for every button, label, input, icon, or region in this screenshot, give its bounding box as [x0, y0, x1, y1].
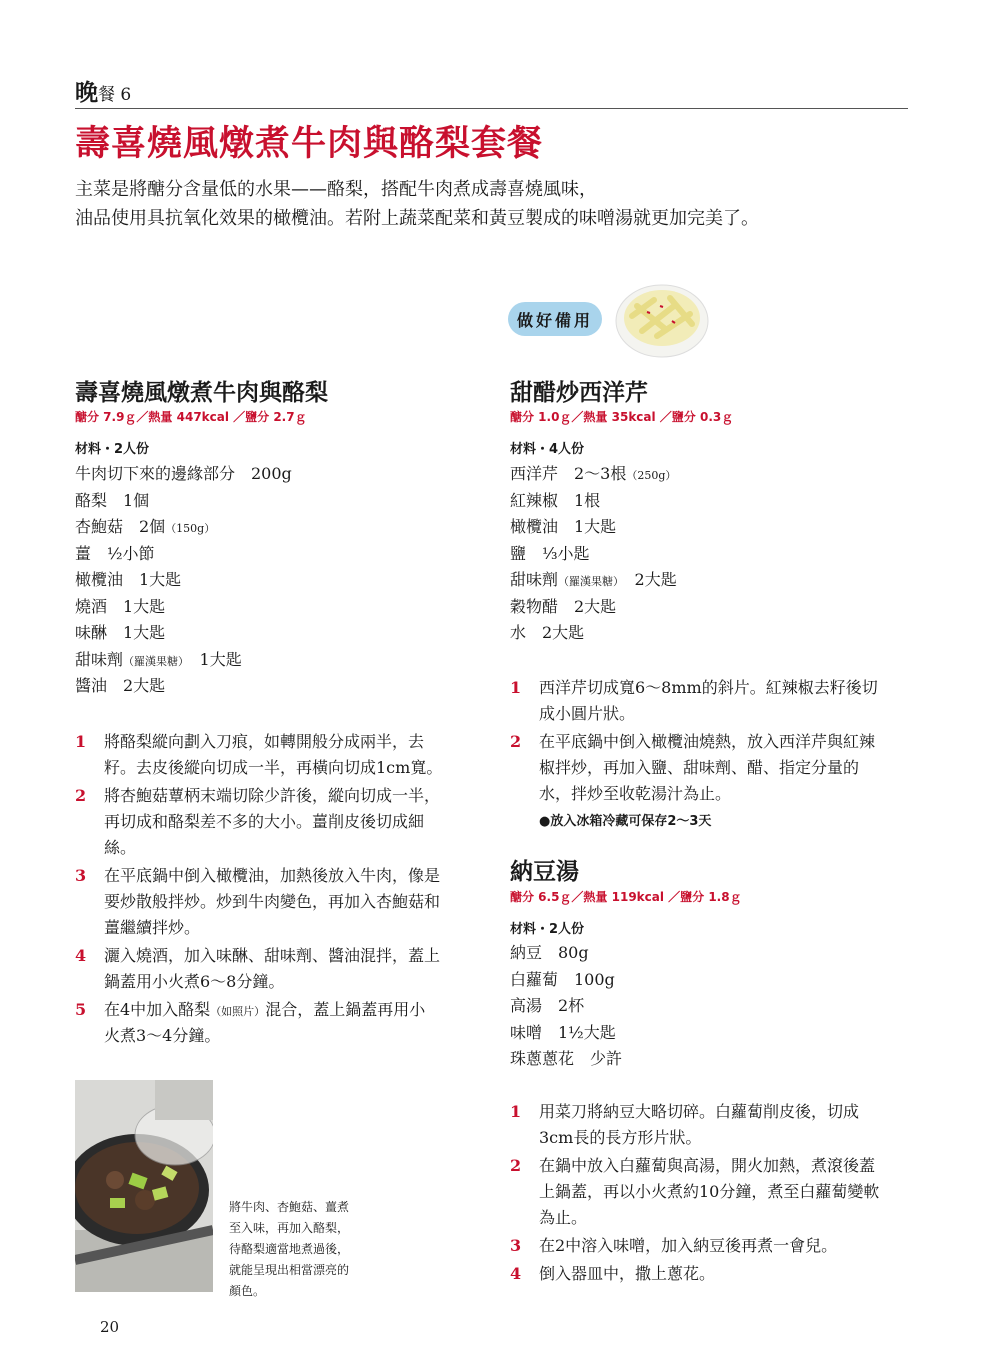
storage-memo: ●放入冰箱冷藏可保存2～3天: [539, 814, 712, 829]
ingredient: 味噌 1½大匙: [510, 1022, 616, 1042]
celery-materials-heading: 材料・4人份: [510, 442, 585, 457]
ingredient: 橄欖油 1大匙: [75, 570, 182, 589]
step: 1 將酪梨縱向劃入刀痕，如轉開般分成兩半，去 籽。去皮後縱向切成一半，再橫向切成1cm寬。: [75, 732, 443, 777]
natto-materials-heading: 材料・2人份: [510, 922, 585, 937]
left-materials-heading: 材料・2人份: [75, 442, 150, 457]
celery-dish-image: [612, 276, 712, 360]
step: 4 倒入器皿中，撒上蔥花。: [510, 1264, 716, 1283]
ingredient: 薑 ½小節: [75, 543, 155, 563]
left-recipe-title: 壽喜燒風燉煮牛肉與酪梨: [75, 380, 328, 406]
left-steps: [75, 729, 485, 1051]
chapter-header: [75, 74, 908, 109]
step: 4 灑入燒酒，加入味醂、甜味劑、醬油混拌，蓋上 鍋蓋用小火煮6～8分鐘。: [75, 946, 441, 991]
ingredient: 酪梨 1個: [75, 490, 150, 510]
cooking-photo: [75, 1080, 213, 1292]
ingredient: 紅辣椒 1根: [510, 490, 601, 510]
intro-line-2: 油品使用具抗氧化效果的橄欖油。若附上蔬菜配菜和黃豆製成的味噌湯就更加完美了。: [75, 208, 759, 229]
natto-ingredients: [510, 940, 622, 1073]
ingredient: 穀物醋 2大匙: [510, 596, 617, 616]
ingredient: 水 2大匙: [510, 623, 585, 642]
page-title: 壽喜燒風燉煮牛肉與酪梨套餐: [75, 123, 544, 164]
ingredient: 杏鮑菇 2個（150g）: [75, 517, 216, 536]
ingredient: 味醂 1大匙: [75, 623, 166, 642]
step: 3 在平底鍋中倒入橄欖油，加熱後放入牛肉，像是 要炒散般拌炒。炒到牛肉變色，再加入杏鮑菇和 薑繼續拌炒。: [75, 866, 441, 937]
chapter-number: 餐 6: [98, 85, 132, 105]
ingredient: 甜味劑（羅漢果糖） 2大匙: [510, 570, 677, 589]
photo-caption: 將牛肉、杏鮑菇、薑煮 至入味，再加入酪梨， 待酪梨適當地煮過後， 就能呈現出相當漂亮的 顏色。: [229, 1200, 350, 1298]
left-nutrition: 醣分 7.9ｇ／熱量 447kcal ／鹽分 2.7ｇ: [75, 410, 307, 424]
step: 2 在平底鍋中倒入橄欖油燒熱，放入西洋芹與紅辣 椒拌炒，再加入鹽、甜味劑、醋、指定分量的 水，拌炒至收乾湯汁為止。: [510, 732, 876, 803]
step: 1 西洋芹切成寬6～8mm的斜片。紅辣椒去籽後切 成小圓片狀。: [510, 678, 878, 723]
ingredient: 納豆 80g: [510, 943, 589, 962]
ingredient: 珠蔥蔥花 少許: [510, 1049, 623, 1068]
natto-recipe-title: 納豆湯: [510, 859, 579, 885]
ingredient: 西洋芹 2～3根（250g）: [510, 464, 677, 483]
chapter-label: 晚: [75, 79, 98, 106]
ingredient: 鹽 ⅓小匙: [510, 543, 590, 563]
celery-steps: [510, 675, 920, 835]
ingredient: 牛肉切下來的邊緣部分 200g: [75, 464, 292, 483]
ingredient: 高湯 2杯: [510, 996, 585, 1015]
natto-nutrition: 醣分 6.5ｇ／熱量 119kcal ／鹽分 1.8ｇ: [510, 890, 742, 904]
prep-badge: 做好備用: [508, 302, 602, 336]
step: 2 將杏鮑菇蕈柄末端切除少許後，縱向切成一半， 再切成和酪梨差不多的大小。薑削皮後切成細 絲。: [75, 786, 441, 857]
celery-nutrition: 醣分 1.0ｇ／熱量 35kcal ／鹽分 0.3ｇ: [510, 410, 734, 424]
left-ingredients: [75, 461, 292, 700]
ingredient: 橄欖油 1大匙: [510, 517, 617, 536]
ingredient: 醬油 2大匙: [75, 676, 166, 695]
ingredient: 甜味劑（羅漢果糖） 1大匙: [75, 649, 242, 669]
step: 2 在鍋中放入白蘿蔔與高湯，開火加熱，煮滾後蓋 上鍋蓋，再以小火煮約10分鐘，煮至白蘿蔔變軟 為止。: [510, 1156, 880, 1227]
ingredient: 燒酒 1大匙: [75, 596, 166, 616]
page-number: 20: [100, 1318, 120, 1336]
step: 5 在4中加入酪梨（如照片）混合，蓋上鍋蓋再用小 火煮3～4分鐘。: [75, 1000, 426, 1045]
step: 1 用菜刀將納豆大略切碎。白蘿蔔削皮後，切成 3cm長的長方形片狀。: [510, 1102, 860, 1147]
step: 3 在2中溶入味噌，加入納豆後再煮一會兒。: [510, 1236, 838, 1255]
natto-steps: [510, 1099, 920, 1289]
ingredient: 白蘿蔔 100g: [510, 969, 615, 989]
intro-line-1: 主菜是將醣分含量低的水果——酪梨，搭配牛肉煮成壽喜燒風味，: [75, 179, 597, 200]
celery-ingredients: [510, 461, 677, 647]
celery-recipe-title: 甜醋炒西洋芹: [510, 380, 648, 406]
